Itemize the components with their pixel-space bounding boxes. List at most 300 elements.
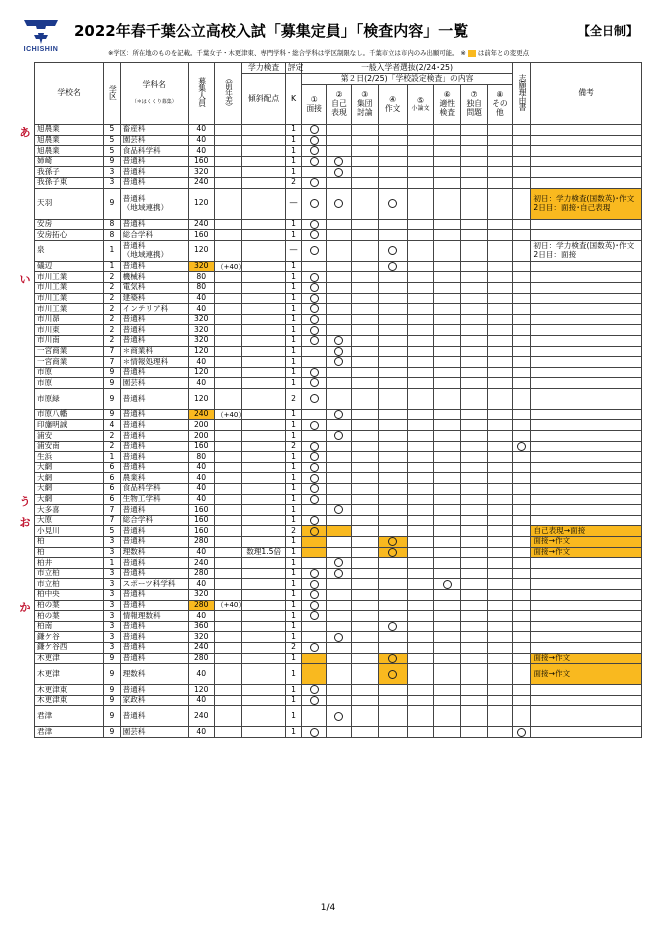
- k-value: 1: [285, 431, 302, 442]
- test-cell: [378, 156, 407, 167]
- test-cell: [461, 335, 488, 346]
- test-cell: [488, 156, 513, 167]
- col-t3: ③ 集団討論: [351, 85, 378, 125]
- capacity-diff: [214, 494, 242, 505]
- capacity: 40: [188, 547, 214, 558]
- test-cell: [461, 537, 488, 548]
- circle-mark-icon: [310, 421, 319, 430]
- test-cell: [378, 537, 407, 548]
- district: 9: [104, 188, 121, 219]
- test-cell: [434, 653, 461, 664]
- test-cell: [327, 304, 352, 315]
- test-cell: [488, 346, 513, 357]
- district: 8: [104, 230, 121, 241]
- test-cell: [461, 579, 488, 590]
- test-cell: [434, 167, 461, 178]
- school-name: 市川工業: [35, 282, 104, 293]
- test-cell: [461, 611, 488, 622]
- test-cell: [302, 547, 327, 558]
- test-cell: [302, 146, 327, 157]
- remarks-cell: [531, 695, 642, 706]
- test-cell: [378, 579, 407, 590]
- circle-mark-icon: [334, 347, 343, 356]
- test-cell: [302, 600, 327, 611]
- test-cell: [327, 314, 352, 325]
- test-cell: [378, 558, 407, 569]
- dept-name: 普通科: [120, 156, 188, 167]
- test-cell: [378, 632, 407, 643]
- test-cell: [488, 547, 513, 558]
- circle-mark-icon: [310, 442, 319, 451]
- remarks-cell: [531, 325, 642, 336]
- keisha-haiten: [242, 579, 285, 590]
- keisha-haiten: [242, 632, 285, 643]
- test-cell: [461, 346, 488, 357]
- test-cell: [488, 325, 513, 336]
- test-cell: [407, 282, 434, 293]
- shigan-cell: [512, 589, 531, 600]
- dept-name: 建築科: [120, 293, 188, 304]
- test-cell: [302, 304, 327, 315]
- test-cell: [378, 304, 407, 315]
- test-cell: [351, 547, 378, 558]
- test-cell: [488, 409, 513, 420]
- capacity: 240: [188, 409, 214, 420]
- capacity: 160: [188, 441, 214, 452]
- test-cell: [302, 325, 327, 336]
- test-cell: [461, 621, 488, 632]
- k-value: 2: [285, 388, 302, 409]
- k-value: 1: [285, 420, 302, 431]
- circle-mark-icon: [310, 368, 319, 377]
- test-cell: [488, 473, 513, 484]
- shigan-cell: [512, 706, 531, 727]
- keisha-haiten: [242, 240, 285, 261]
- test-cell: [302, 505, 327, 516]
- test-cell: [378, 515, 407, 526]
- keisha-haiten: [242, 304, 285, 315]
- table-row: [35, 357, 642, 368]
- test-cell: [378, 484, 407, 495]
- test-cell: [378, 125, 407, 136]
- capacity-diff: [214, 611, 242, 622]
- circle-mark-icon: [310, 643, 319, 652]
- test-cell: [302, 388, 327, 409]
- remarks-cell: [531, 156, 642, 167]
- test-cell: [327, 685, 352, 696]
- district: 6: [104, 484, 121, 495]
- dept-name: 普通科: [120, 261, 188, 272]
- test-cell: [407, 664, 434, 685]
- keisha-haiten: [242, 346, 285, 357]
- test-cell: [302, 261, 327, 272]
- remarks-cell: [531, 611, 642, 622]
- test-cell: [351, 526, 378, 537]
- capacity: 40: [188, 357, 214, 368]
- test-cell: [351, 600, 378, 611]
- test-cell: [327, 293, 352, 304]
- k-value: 1: [285, 653, 302, 664]
- test-cell: [302, 156, 327, 167]
- k-value: 1: [285, 282, 302, 293]
- test-cell: [351, 589, 378, 600]
- district: 1: [104, 261, 121, 272]
- district: 2: [104, 304, 121, 315]
- test-cell: [302, 357, 327, 368]
- school-name: 泉: [35, 240, 104, 261]
- remarks-cell: [531, 282, 642, 293]
- school-name: 木更津東: [35, 685, 104, 696]
- remarks-cell: [531, 589, 642, 600]
- test-cell: [461, 558, 488, 569]
- test-cell: [488, 304, 513, 315]
- capacity: 40: [188, 462, 214, 473]
- test-cell: [434, 473, 461, 484]
- k-value: 1: [285, 611, 302, 622]
- test-cell: [488, 611, 513, 622]
- test-cell: [434, 505, 461, 516]
- keisha-haiten: [242, 188, 285, 219]
- kana-marker: う: [19, 495, 31, 509]
- capacity-diff: [214, 146, 242, 157]
- test-cell: [461, 727, 488, 738]
- district: 2: [104, 272, 121, 283]
- k-value: 1: [285, 706, 302, 727]
- district: 3: [104, 611, 121, 622]
- col-remarks: 備考: [531, 63, 642, 125]
- test-cell: [461, 282, 488, 293]
- keisha-haiten: [242, 282, 285, 293]
- test-cell: [407, 727, 434, 738]
- dept-name: 総合学科: [120, 230, 188, 241]
- circle-mark-icon: [310, 294, 319, 303]
- test-cell: [327, 462, 352, 473]
- table-row: [35, 272, 642, 283]
- test-cell: [434, 452, 461, 463]
- district: 3: [104, 167, 121, 178]
- capacity-diff: [214, 325, 242, 336]
- remarks-cell: [531, 685, 642, 696]
- remarks-cell: [531, 727, 642, 738]
- test-cell: [461, 441, 488, 452]
- test-cell: [407, 219, 434, 230]
- test-cell: [434, 135, 461, 146]
- shigan-cell: [512, 664, 531, 685]
- school-name: 木更津: [35, 664, 104, 685]
- k-value: 1: [285, 494, 302, 505]
- dept-name: 家政科: [120, 695, 188, 706]
- test-cell: [407, 621, 434, 632]
- test-cell: [302, 621, 327, 632]
- shigan-cell: [512, 579, 531, 590]
- test-cell: [434, 685, 461, 696]
- test-cell: [327, 431, 352, 442]
- test-cell: [461, 600, 488, 611]
- test-cell: [351, 695, 378, 706]
- capacity: 40: [188, 473, 214, 484]
- col-keisha: 傾斜配点: [242, 74, 285, 125]
- test-cell: [488, 293, 513, 304]
- remarks-cell: [531, 314, 642, 325]
- dept-name: 普通科: [120, 653, 188, 664]
- table-row: [35, 125, 642, 136]
- test-cell: [351, 388, 378, 409]
- circle-mark-icon: [310, 394, 319, 403]
- remarks-cell: [531, 357, 642, 368]
- table-row: [35, 388, 642, 409]
- keisha-haiten: [242, 452, 285, 463]
- test-cell: [488, 621, 513, 632]
- test-cell: [461, 473, 488, 484]
- test-cell: [327, 282, 352, 293]
- test-cell: [407, 547, 434, 558]
- test-cell: [378, 431, 407, 442]
- dept-name: 普通科: [120, 685, 188, 696]
- keisha-haiten: [242, 473, 285, 484]
- shigan-cell: [512, 685, 531, 696]
- test-cell: [461, 515, 488, 526]
- table-row: [35, 537, 642, 548]
- dept-name: 食品科学科: [120, 146, 188, 157]
- k-value: 1: [285, 230, 302, 241]
- test-cell: [327, 642, 352, 653]
- test-cell: [378, 325, 407, 336]
- shigan-cell: [512, 125, 531, 136]
- capacity-diff: [214, 135, 242, 146]
- remarks-cell: 初日：学力検査(国数英)･作文 2日目：面接･自己表現: [531, 188, 642, 219]
- k-value: 1: [285, 664, 302, 685]
- k-value: 1: [285, 314, 302, 325]
- test-cell: [302, 685, 327, 696]
- dept-name: 生物工学科: [120, 494, 188, 505]
- shigan-cell: [512, 188, 531, 219]
- test-cell: [327, 664, 352, 685]
- test-cell: [434, 335, 461, 346]
- shigan-cell: [512, 282, 531, 293]
- shigan-cell: [512, 632, 531, 643]
- test-cell: [378, 653, 407, 664]
- table-row: [35, 642, 642, 653]
- keisha-haiten: [242, 420, 285, 431]
- capacity: 40: [188, 304, 214, 315]
- capacity: 240: [188, 642, 214, 653]
- test-cell: [488, 579, 513, 590]
- capacity: 280: [188, 537, 214, 548]
- capacity-diff: [214, 314, 242, 325]
- circle-mark-icon: [334, 569, 343, 578]
- capacity: 240: [188, 219, 214, 230]
- table-row: [35, 706, 642, 727]
- capacity: 320: [188, 261, 214, 272]
- col-gakuryoku: 学力検査: [242, 63, 285, 74]
- header-note: [108, 48, 648, 57]
- capacity-diff: [214, 462, 242, 473]
- test-cell: [302, 484, 327, 495]
- circle-mark-icon: [310, 125, 319, 134]
- schedule-kind: 【全日制】: [577, 24, 638, 38]
- test-cell: [351, 441, 378, 452]
- test-cell: [327, 484, 352, 495]
- test-cell: [488, 526, 513, 537]
- test-cell: [461, 314, 488, 325]
- test-cell: [302, 272, 327, 283]
- district: 1: [104, 452, 121, 463]
- shigan-cell: [512, 230, 531, 241]
- district: 3: [104, 589, 121, 600]
- test-cell: [327, 589, 352, 600]
- test-cell: [488, 367, 513, 378]
- test-cell: [302, 314, 327, 325]
- test-cell: [302, 537, 327, 548]
- circle-mark-icon: [310, 484, 319, 493]
- test-cell: [461, 409, 488, 420]
- table-row: [35, 653, 642, 664]
- remarks-cell: [531, 167, 642, 178]
- test-cell: [434, 494, 461, 505]
- shigan-cell: [512, 293, 531, 304]
- test-cell: [434, 462, 461, 473]
- test-cell: [327, 452, 352, 463]
- test-cell: [378, 378, 407, 389]
- dept-name: 普通科: [120, 452, 188, 463]
- school-name: 市原緑: [35, 388, 104, 409]
- capacity: 120: [188, 188, 214, 219]
- test-cell: [327, 579, 352, 590]
- capacity-diff: [214, 526, 242, 537]
- shigan-cell: [512, 484, 531, 495]
- test-cell: [461, 293, 488, 304]
- remarks-cell: [531, 346, 642, 357]
- dept-name: 普通科: [120, 526, 188, 537]
- keisha-haiten: [242, 167, 285, 178]
- test-cell: [434, 188, 461, 219]
- test-cell: [434, 621, 461, 632]
- test-cell: [327, 409, 352, 420]
- district: 9: [104, 409, 121, 420]
- k-value: 1: [285, 695, 302, 706]
- test-cell: [378, 346, 407, 357]
- remarks-cell: [531, 642, 642, 653]
- school-name: 天羽: [35, 188, 104, 219]
- shigan-cell: [512, 420, 531, 431]
- test-cell: [351, 706, 378, 727]
- capacity: 40: [188, 135, 214, 146]
- test-cell: [434, 261, 461, 272]
- school-name: 柏井: [35, 558, 104, 569]
- test-cell: [461, 695, 488, 706]
- circle-mark-icon: [310, 230, 319, 239]
- dept-name: 普通科: [120, 568, 188, 579]
- test-cell: [378, 452, 407, 463]
- k-value: 1: [285, 568, 302, 579]
- shigan-cell: [512, 558, 531, 569]
- keisha-haiten: [242, 706, 285, 727]
- table-row: [35, 547, 642, 558]
- circle-mark-icon: [334, 431, 343, 440]
- dept-name: 普通科: [120, 537, 188, 548]
- test-cell: [461, 156, 488, 167]
- keisha-haiten: [242, 685, 285, 696]
- capacity: 40: [188, 695, 214, 706]
- capacity-diff: [214, 335, 242, 346]
- col-t8: ⑧ その他: [488, 85, 513, 125]
- test-cell: [302, 706, 327, 727]
- table-row: [35, 293, 642, 304]
- k-value: 1: [285, 505, 302, 516]
- test-cell: [461, 494, 488, 505]
- test-cell: [488, 484, 513, 495]
- test-cell: [302, 240, 327, 261]
- capacity-diff: [214, 420, 242, 431]
- circle-mark-icon: [310, 326, 319, 335]
- test-cell: [461, 632, 488, 643]
- col-t6: ⑥ 適性検査: [434, 85, 461, 125]
- note-suffix: は前年との変更点: [477, 49, 529, 57]
- circle-mark-icon: [310, 569, 319, 578]
- district: 3: [104, 632, 121, 643]
- shigan-cell: [512, 177, 531, 188]
- test-cell: [378, 188, 407, 219]
- test-cell: [378, 272, 407, 283]
- table-row: [35, 462, 642, 473]
- table-row: [35, 473, 642, 484]
- test-cell: [302, 335, 327, 346]
- test-cell: [461, 367, 488, 378]
- test-cell: [434, 156, 461, 167]
- test-cell: [461, 378, 488, 389]
- kana-marker: あ: [19, 125, 31, 139]
- dept-name: インテリア科: [120, 304, 188, 315]
- circle-mark-icon: [310, 527, 319, 536]
- kana-marker: い: [19, 272, 31, 286]
- school-name: 市川工業: [35, 293, 104, 304]
- test-cell: [461, 452, 488, 463]
- table-row: [35, 156, 642, 167]
- remarks-cell: [531, 272, 642, 283]
- table-row: [35, 685, 642, 696]
- test-cell: [302, 431, 327, 442]
- test-cell: [302, 125, 327, 136]
- test-cell: [407, 537, 434, 548]
- logo-mark-icon: [22, 18, 60, 46]
- test-cell: [302, 219, 327, 230]
- keisha-haiten: [242, 146, 285, 157]
- test-cell: [434, 526, 461, 537]
- test-cell: [302, 473, 327, 484]
- district: 2: [104, 431, 121, 442]
- col-t7: ⑦ 独自問題: [461, 85, 488, 125]
- capacity-diff: [214, 642, 242, 653]
- district: 9: [104, 367, 121, 378]
- table-row: [35, 335, 642, 346]
- test-cell: [378, 314, 407, 325]
- keisha-haiten: [242, 441, 285, 452]
- table-row: [35, 621, 642, 632]
- capacity: 120: [188, 367, 214, 378]
- keisha-haiten: [242, 515, 285, 526]
- test-cell: [302, 135, 327, 146]
- test-cell: [351, 357, 378, 368]
- shigan-cell: [512, 272, 531, 283]
- capacity-diff: [214, 167, 242, 178]
- test-cell: [351, 642, 378, 653]
- table-row: [35, 378, 642, 389]
- keisha-haiten: [242, 600, 285, 611]
- test-cell: [378, 727, 407, 738]
- remarks-cell: [531, 304, 642, 315]
- dept-name: 理数科: [120, 547, 188, 558]
- capacity: 160: [188, 156, 214, 167]
